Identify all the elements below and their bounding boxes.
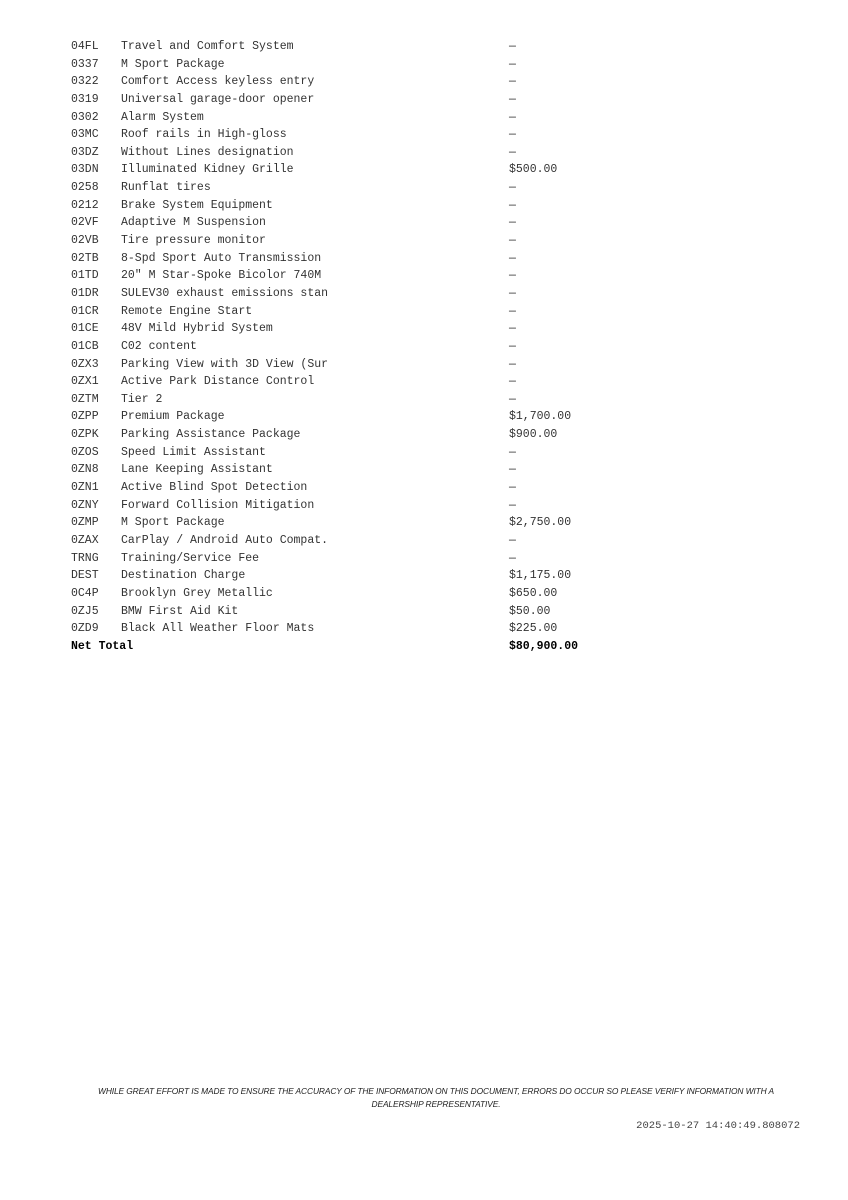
option-price: — xyxy=(509,445,516,459)
option-code: 01CB xyxy=(71,339,99,353)
net-total-value: $80,900.00 xyxy=(509,639,579,653)
option-description: Parking View with 3D View (Sur xyxy=(121,357,329,371)
option-price: — xyxy=(509,216,516,230)
option-code: 03MC xyxy=(71,128,99,142)
net-total-label: Net Total xyxy=(71,639,134,653)
option-code: 03DN xyxy=(71,163,99,177)
option-description: 20" M Star-Spoke Bicolor 740M xyxy=(121,269,322,283)
option-price: — xyxy=(509,269,516,283)
option-description: Active Blind Spot Detection xyxy=(121,481,308,495)
option-description: Illuminated Kidney Grille xyxy=(121,163,294,177)
option-description: Premium Package xyxy=(121,410,225,424)
option-code: 0322 xyxy=(71,75,99,89)
option-description: Without Lines designation xyxy=(121,145,294,159)
option-price: — xyxy=(509,110,516,124)
option-price: — xyxy=(509,40,516,53)
option-price: — xyxy=(509,145,516,159)
option-price: — xyxy=(509,339,516,353)
option-description: Lane Keeping Assistant xyxy=(121,463,273,477)
option-price: — xyxy=(509,533,516,547)
option-price: — xyxy=(509,375,516,389)
option-code: 01DR xyxy=(71,286,99,300)
disclaimer-text: WHILE GREAT EFFORT IS MADE TO ENSURE THE ACCURACY OF THE INFORMATION ON THIS DOCUMENT, ERRORS DO OCCUR SO PLEASE VERIFY INFORMATION WITH A DEALERSHIP REPRESENTATIVE. xyxy=(98,1086,774,1109)
option-code: 0ZPP xyxy=(71,410,99,424)
option-price: $1,700.00 xyxy=(509,410,572,424)
option-description: SULEV30 exhaust emissions stan xyxy=(121,286,329,300)
option-code: 0ZTM xyxy=(71,392,99,406)
option-description: Adaptive M Suspension xyxy=(121,216,266,230)
option-code: 0ZAX xyxy=(71,533,99,547)
option-code: 01CR xyxy=(71,304,99,318)
option-code: 0ZN8 xyxy=(71,463,99,477)
option-code: 0337 xyxy=(71,57,99,71)
option-price: — xyxy=(509,551,516,565)
option-description: M Sport Package xyxy=(121,57,225,71)
option-price: — xyxy=(509,181,516,195)
option-code: 0ZD9 xyxy=(71,622,99,636)
option-code: 0ZNY xyxy=(71,498,99,512)
option-price: $2,750.00 xyxy=(509,516,572,530)
option-description: Active Park Distance Control xyxy=(121,375,315,389)
option-price: $650.00 xyxy=(509,586,558,600)
option-code: 0258 xyxy=(71,181,99,195)
option-description: 8-Spd Sport Auto Transmission xyxy=(121,251,322,265)
option-price: — xyxy=(509,481,516,495)
option-code: DEST xyxy=(71,569,99,583)
option-code: 0ZOS xyxy=(71,445,99,459)
option-code: 0ZX1 xyxy=(71,375,99,389)
option-code: 0ZX3 xyxy=(71,357,99,371)
option-description: Training/Service Fee xyxy=(121,551,260,565)
option-code: 0C4P xyxy=(71,586,99,600)
option-price: — xyxy=(509,128,516,142)
option-description: Brooklyn Grey Metallic xyxy=(121,586,273,600)
option-description: Travel and Comfort System xyxy=(121,40,294,53)
option-code: 02VF xyxy=(71,216,99,230)
option-description: CarPlay / Android Auto Compat. xyxy=(121,533,329,547)
option-description: Forward Collision Mitigation xyxy=(121,498,315,512)
option-code: 01CE xyxy=(71,322,99,336)
option-code: 0319 xyxy=(71,92,99,106)
option-description: Remote Engine Start xyxy=(121,304,253,318)
option-price: — xyxy=(509,392,516,406)
option-price: — xyxy=(509,234,516,248)
option-price: — xyxy=(509,463,516,477)
option-price: — xyxy=(509,357,516,371)
option-description: Roof rails in High-gloss xyxy=(121,128,287,142)
option-code: 0ZPK xyxy=(71,428,99,442)
generated-timestamp: 2025-10-27 14:40:49.808072 xyxy=(636,1120,800,1132)
option-description: C02 content xyxy=(121,339,197,353)
option-description: Alarm System xyxy=(121,110,204,124)
option-description: 48V Mild Hybrid System xyxy=(121,322,273,336)
option-code: 0ZN1 xyxy=(71,481,99,495)
option-price: $50.00 xyxy=(509,604,551,618)
option-description: Tier 2 xyxy=(121,392,163,406)
option-description: Runflat tires xyxy=(121,181,211,195)
option-description: Universal garage-door opener xyxy=(121,92,315,106)
option-description: Comfort Access keyless entry xyxy=(121,75,315,89)
option-description: M Sport Package xyxy=(121,516,225,530)
option-description: Black All Weather Floor Mats xyxy=(121,622,315,636)
option-code: 03DZ xyxy=(71,145,99,159)
option-price: — xyxy=(509,198,516,212)
option-description: Parking Assistance Package xyxy=(121,428,301,442)
option-code: 02TB xyxy=(71,251,99,265)
option-code: 0ZMP xyxy=(71,516,99,530)
option-code: 0212 xyxy=(71,198,99,212)
option-price: — xyxy=(509,304,516,318)
option-code: 04FL xyxy=(71,40,99,53)
option-price: $225.00 xyxy=(509,622,558,636)
option-description: Brake System Equipment xyxy=(121,198,273,212)
option-price: — xyxy=(509,322,516,336)
option-code: 02VB xyxy=(71,234,99,248)
option-price: — xyxy=(509,251,516,265)
option-code: 0302 xyxy=(71,110,99,124)
option-description: Speed Limit Assistant xyxy=(121,445,266,459)
option-price: $900.00 xyxy=(509,428,558,442)
option-code: 0ZJ5 xyxy=(71,604,99,618)
option-price: $1,175.00 xyxy=(509,569,572,583)
option-description: BMW First Aid Kit xyxy=(121,604,239,618)
option-price: — xyxy=(509,75,516,89)
option-price: — xyxy=(509,498,516,512)
option-code: TRNG xyxy=(71,551,99,565)
option-description: Tire pressure monitor xyxy=(121,234,266,248)
option-price: $500.00 xyxy=(509,163,558,177)
option-price: — xyxy=(509,286,516,300)
option-code: 01TD xyxy=(71,269,99,283)
option-price: — xyxy=(509,57,516,71)
option-price: — xyxy=(509,92,516,106)
option-description: Destination Charge xyxy=(121,569,246,583)
